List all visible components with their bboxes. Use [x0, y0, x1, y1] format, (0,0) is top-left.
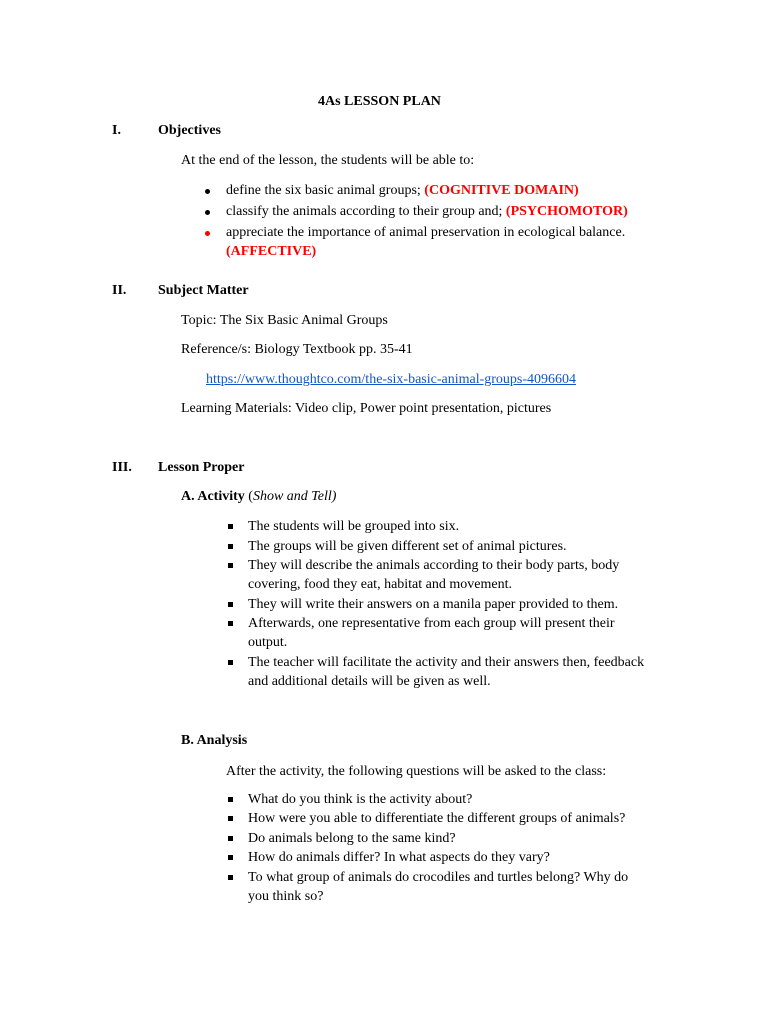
- bullet-square-icon: [228, 797, 233, 802]
- analysis-heading: B. Analysis: [181, 733, 248, 748]
- bullet-dot-icon: [205, 189, 210, 194]
- analysis-question: To what group of animals do crocodiles and turtles belong? Why do: [248, 870, 629, 885]
- section-heading-objectives: Objectives: [158, 123, 221, 138]
- objective-domain-tag: (COGNITIVE DOMAIN): [424, 183, 579, 198]
- bullet-square-icon: [228, 875, 233, 880]
- bullet-square-icon: [228, 544, 233, 549]
- activity-heading-line: [181, 488, 336, 506]
- activity-item: They will describe the animals according to their body parts, body: [248, 558, 620, 573]
- activity-item: The students will be grouped into six.: [248, 519, 460, 534]
- analysis-question: How do animals differ? In what aspects do they vary?: [248, 850, 550, 865]
- bullet-square-icon: [228, 816, 233, 821]
- objective-item: [226, 203, 628, 221]
- analysis-question-continued: you think so?: [248, 889, 324, 904]
- bullet-square-icon: [228, 524, 233, 529]
- bullet-dot-icon: [205, 210, 210, 215]
- activity-heading: A. Activity: [181, 489, 245, 504]
- bullet-square-icon: [228, 836, 233, 841]
- activity-item: The teacher will facilitate the activity and their answers then, feedback: [248, 655, 645, 670]
- objectives-intro: At the end of the lesson, the students will be able to:: [181, 153, 475, 168]
- subject-materials: Learning Materials: Video clip, Power point presentation, pictures: [181, 401, 552, 416]
- section-heading-subject-matter: Subject Matter: [158, 283, 249, 298]
- bullet-square-icon: [228, 563, 233, 568]
- activity-subtitle: Show and Tell): [252, 489, 337, 504]
- activity-item: Afterwards, one representative from each group will present their: [248, 616, 615, 631]
- bullet-square-icon: [228, 602, 233, 607]
- objective-text: classify the animals according to their group and;: [226, 204, 506, 219]
- objective-item: [226, 182, 579, 200]
- bullet-dot-icon: [205, 231, 210, 236]
- subject-reference: Reference/s: Biology Textbook pp. 35-41: [181, 342, 413, 357]
- analysis-intro: After the activity, the following questions will be asked to the class:: [226, 764, 607, 779]
- objective-text: appreciate the importance of animal preservation in ecological balance.: [226, 225, 626, 240]
- activity-item-continued: covering, food they eat, habitat and movement.: [248, 577, 512, 592]
- bullet-square-icon: [228, 855, 233, 860]
- document-title: 4As LESSON PLAN: [318, 94, 441, 109]
- objective-domain-tag: (AFFECTIVE): [226, 244, 317, 259]
- subject-topic: Topic: The Six Basic Animal Groups: [181, 313, 388, 328]
- analysis-question: How were you able to differentiate the different groups of animals?: [248, 811, 626, 826]
- activity-item-continued: output.: [248, 635, 288, 650]
- activity-item-continued: and additional details will be given as well.: [248, 674, 491, 689]
- analysis-question: Do animals belong to the same kind?: [248, 831, 456, 846]
- activity-item: The groups will be given different set of animal pictures.: [248, 539, 567, 554]
- section-heading-lesson-proper: Lesson Proper: [158, 460, 245, 475]
- section-numeral-lesson-proper: III.: [112, 460, 132, 475]
- objective-domain-tag: (PSYCHOMOTOR): [505, 204, 628, 219]
- bullet-square-icon: [228, 621, 233, 626]
- section-numeral-subject-matter: II.: [112, 283, 127, 298]
- bullet-square-icon: [228, 660, 233, 665]
- objective-text: define the six basic animal groups;: [226, 183, 425, 198]
- analysis-question: What do you think is the activity about?: [248, 792, 473, 807]
- reference-link[interactable]: https://www.thoughtco.com/the-six-basic-animal-groups-4096604: [206, 372, 577, 387]
- activity-item: They will write their answers on a manila paper provided to them.: [248, 597, 619, 612]
- section-numeral-objectives: I.: [112, 123, 121, 138]
- activity-paren: (: [248, 489, 253, 504]
